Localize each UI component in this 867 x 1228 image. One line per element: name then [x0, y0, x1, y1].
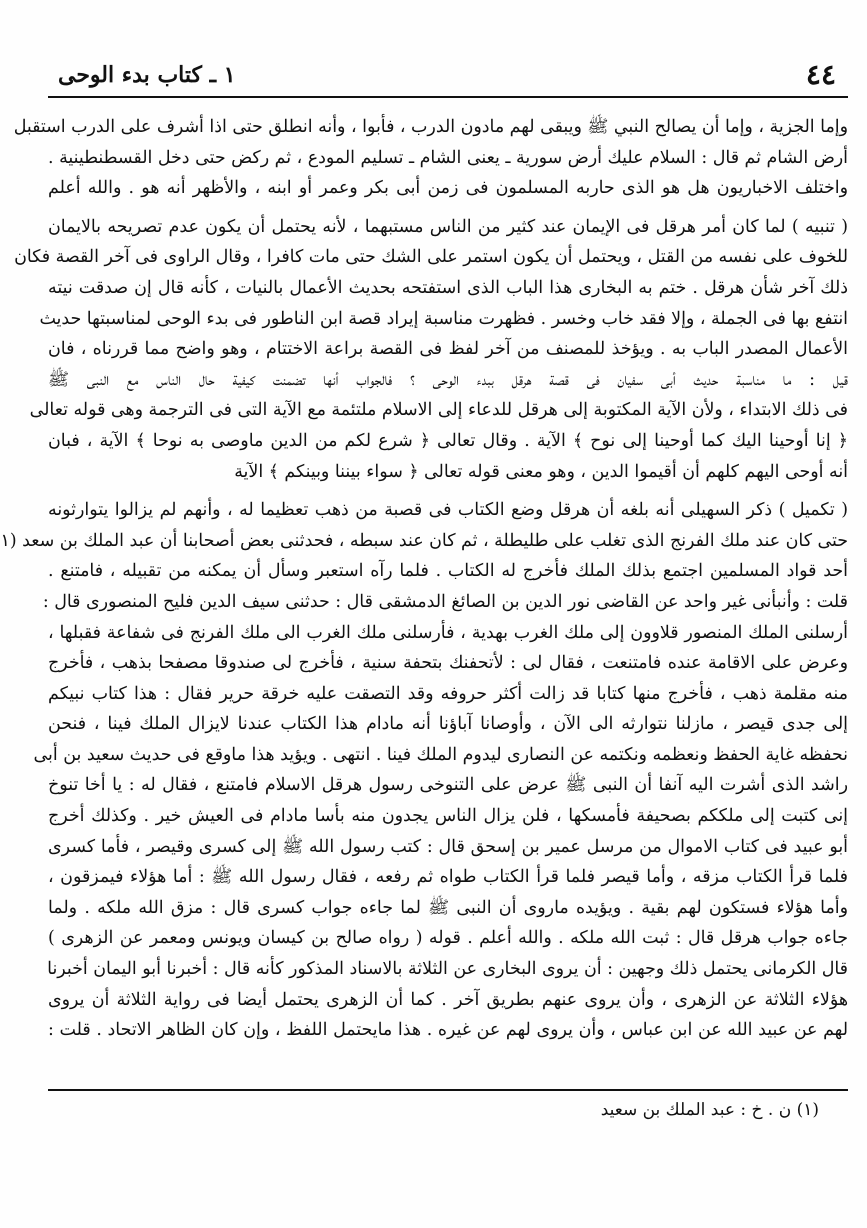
text-line: إلى جدى قيصر ، مازلنا نتوارثه الى الآن ، وأوصانا آباؤنا أنه مادام هذا الكتاب عندنا لايزال الملك فينا ، فنحن: [48, 714, 848, 735]
text-line: انتفع بها فى الجملة ، وإلا فقد خاب وخسر . فظهرت مناسبة إيراد قصة ابن الناطور فى بدء الوحى لمناسبتها حديث: [39, 308, 848, 329]
text-line: ﴿ إنا أوحينا اليك كما أوحينا إلى نوح ﴾ الآية . وقال تعالى ﴿ شرع لكم من الدين ماوصى به نوحا ﴾ الآية ، فبان: [48, 430, 848, 451]
text-line: أبو عبيد فى كتاب الاموال من مرسل عمير بن إسحق قال : كتب رسول الله ﷺ إلى كسرى وقيصر ، فأما كسرى: [48, 836, 848, 857]
paragraph-2: [14, 212, 848, 487]
text-line: لهم عن عبيد الله عن ابن عباس ، وأن يروى لهم عن غيره . هذا مايحتمل اللفظ ، وإن كان الظاهر الاتحاد . قلت :: [48, 1020, 848, 1041]
text-line: فلما قرأ الكتاب مزقه ، وأما قيصر فلما قرأ الكتاب طواه ثم رفعه ، فقال رسول الله ﷺ : أما هؤلاء فيمزقون ،: [48, 867, 848, 888]
text-line: وإما الجزية ، وإما أن يصالح النبي ﷺ ويبقى لهم مادون الدرب ، فأبوا ، وأنه انطلق حتى اذا أشرف على الدرب استقبل: [13, 117, 848, 137]
running-head: ١ ـ كتاب بدء الوحى: [58, 62, 236, 88]
text-line: جاءه جواب هرقل قال : ثبت الله ملكه . والله أعلم . قوله ( رواه صالح بن كيسان ويونس ومعمر عن الزهرى ): [48, 928, 848, 949]
text-line: ( تكميل ) ذكر السهيلى أنه بلغه أن هرقل وضع الكتاب فى قصبة من ذهب تعظيما له ، وأنهم لم يزالوا يتوارثونه: [48, 500, 848, 521]
text-line: قيل : ما مناسبة حديث أبى سفيان فى قصة هرقل ببدء الوحى ؟ فالجواب أنها تضمنت كيفية حال الناس مع النبى ﷺ: [48, 369, 848, 390]
text-line: ذلك آخر شأن هرقل . ختم به البخارى هذا الباب الذى استفتحه بحديث الأعمال بالنيات ، كأنه قال إن صدقت نيته: [48, 277, 848, 298]
text-line: وأما هؤلاء فستكون لهم بقية . ويؤيده ماروى أن النبى ﷺ لما جاءه جواب كسرى قال : مزق الله ملكه . ولما: [48, 897, 848, 918]
page-header: [48, 58, 848, 98]
text-line: حتى كان عند ملك الفرنج الذى تغلب على طليطلة ، ثم كان عند سبطه ، فحدثنى بعض أصحابنا أن عبد الملك بن سعد (١: [0, 530, 848, 551]
footnote: (١) ن . خ : عبد الملك بن سعيد: [600, 1100, 819, 1120]
text-line: وعرض على الاقامة عنده فامتنعت ، فقال لى : لأتحفنك بتحفة سنية ، فأخرج لى صندوقا مصفحا بذهب ، فأخرج: [48, 653, 848, 674]
text-line: قلت : وأنبأنى غير واحد عن القاضى نور الدين بن الصائغ الدمشقى قال : حدثنى سيف الدين فليح المنصورى قال :: [42, 591, 848, 612]
paragraph-3: [0, 495, 848, 1046]
text-line: منه مقلمة ذهب ، فأخرج منها كتابا قد زالت أكثر حروفه وقد التصقت عليه خرقة حرير فقال : هذا كتاب نبيكم: [48, 683, 848, 704]
text-line: للخوف على نفسه من القتل ، ويحتمل أن يكون استمر على الشك حتى مات كافرا ، وقال الراوى فى آخر القصة فكان: [14, 247, 848, 268]
text-line: ( تنبيه ) لما كان أمر هرقل فى الإيمان عند كثير من الناس مستبهما ، لأنه يحتمل أن يكون عدم تصريحه بالايمان: [48, 216, 848, 237]
text-line: أنه أوحى اليهم كلهم أن أقيموا الدين ، وهو معنى قوله تعالى ﴿ سواء بيننا وبينكم ﴾ الآية: [234, 461, 848, 482]
paragraph-1: [13, 112, 848, 204]
text-line: إنى كتبت إلى ملككم بصحيفة فأمسكها ، فلن يزال الناس يجدون منه بأسا مادام فى العيش خير . وكذلك أخرج: [48, 806, 848, 827]
page-number: ٤٤: [805, 58, 836, 91]
text-line: واختلف الاخباريون هل هو الذى حاربه المسلمون فى زمن أبى بكر وعمر أو ابنه ، والأظهر أنه هو . والله أعلم: [48, 178, 848, 199]
text-line: قال الكرمانى يحتمل ذلك وجهين : أن يروى البخارى عن الثلاثة بالاسناد المذكور كأنه قال : أخبرنا أبو اليمان أخبرنا: [47, 959, 848, 980]
text-line: هؤلاء الثلاثة عن الزهرى ، وأن يروى عنهم بطريق آخر . كما أن الزهرى يحتمل أيضا فى رواية الثلاثة أن يروى: [48, 989, 848, 1010]
text-line: راشد الذى أشرت اليه آنفا أن النبى ﷺ عرض على التنوخى رسول هرقل الاسلام فامتنع ، فقال له : يا أخا تنوخ: [48, 775, 848, 796]
text-line: أحد قواد المسلمين اجتمع بذلك الملك فأخرج له الكتاب . فلما رآه استعبر وسأل أن يمكنه من تقبيله ، فامتنع .: [48, 561, 848, 582]
text-line: نحفظه غاية الحفظ ونعظمه ونكتمه عن النصارى ليدوم الملك فينا . انتهى . ويؤيد هذا ماوقع فى حديث سعيد بن أبى: [33, 744, 848, 765]
text-line: أرض الشام ثم قال : السلام عليك أرض سورية ـ يعنى الشام ـ تسليم المودع ، ثم ركض حتى دخل القسطنطينية .: [48, 147, 848, 168]
footnote-divider: [48, 1089, 848, 1091]
text-line: أرسلنى الملك المنصور قلاوون إلى ملك الغرب بهدية ، فأرسلنى ملك الغرب الى ملك الفرنج فى شفاعة فقبلها ،: [48, 622, 848, 643]
text-line: فى ذلك الابتداء ، ولأن الآية المكتوبة إلى هرقل للدعاء إلى الاسلام ملتئمة مع الآية التى فى الترجمة وهى قوله تعالى: [29, 400, 848, 421]
text-line: الأعمال المصدر الباب به . ويؤخذ للمصنف من آخر لفظ فى القصة براعة الاختتام ، وهو واضح مما قررناه ، فان: [48, 339, 848, 360]
header-divider: [48, 96, 848, 98]
main-text: [0, 112, 848, 1046]
